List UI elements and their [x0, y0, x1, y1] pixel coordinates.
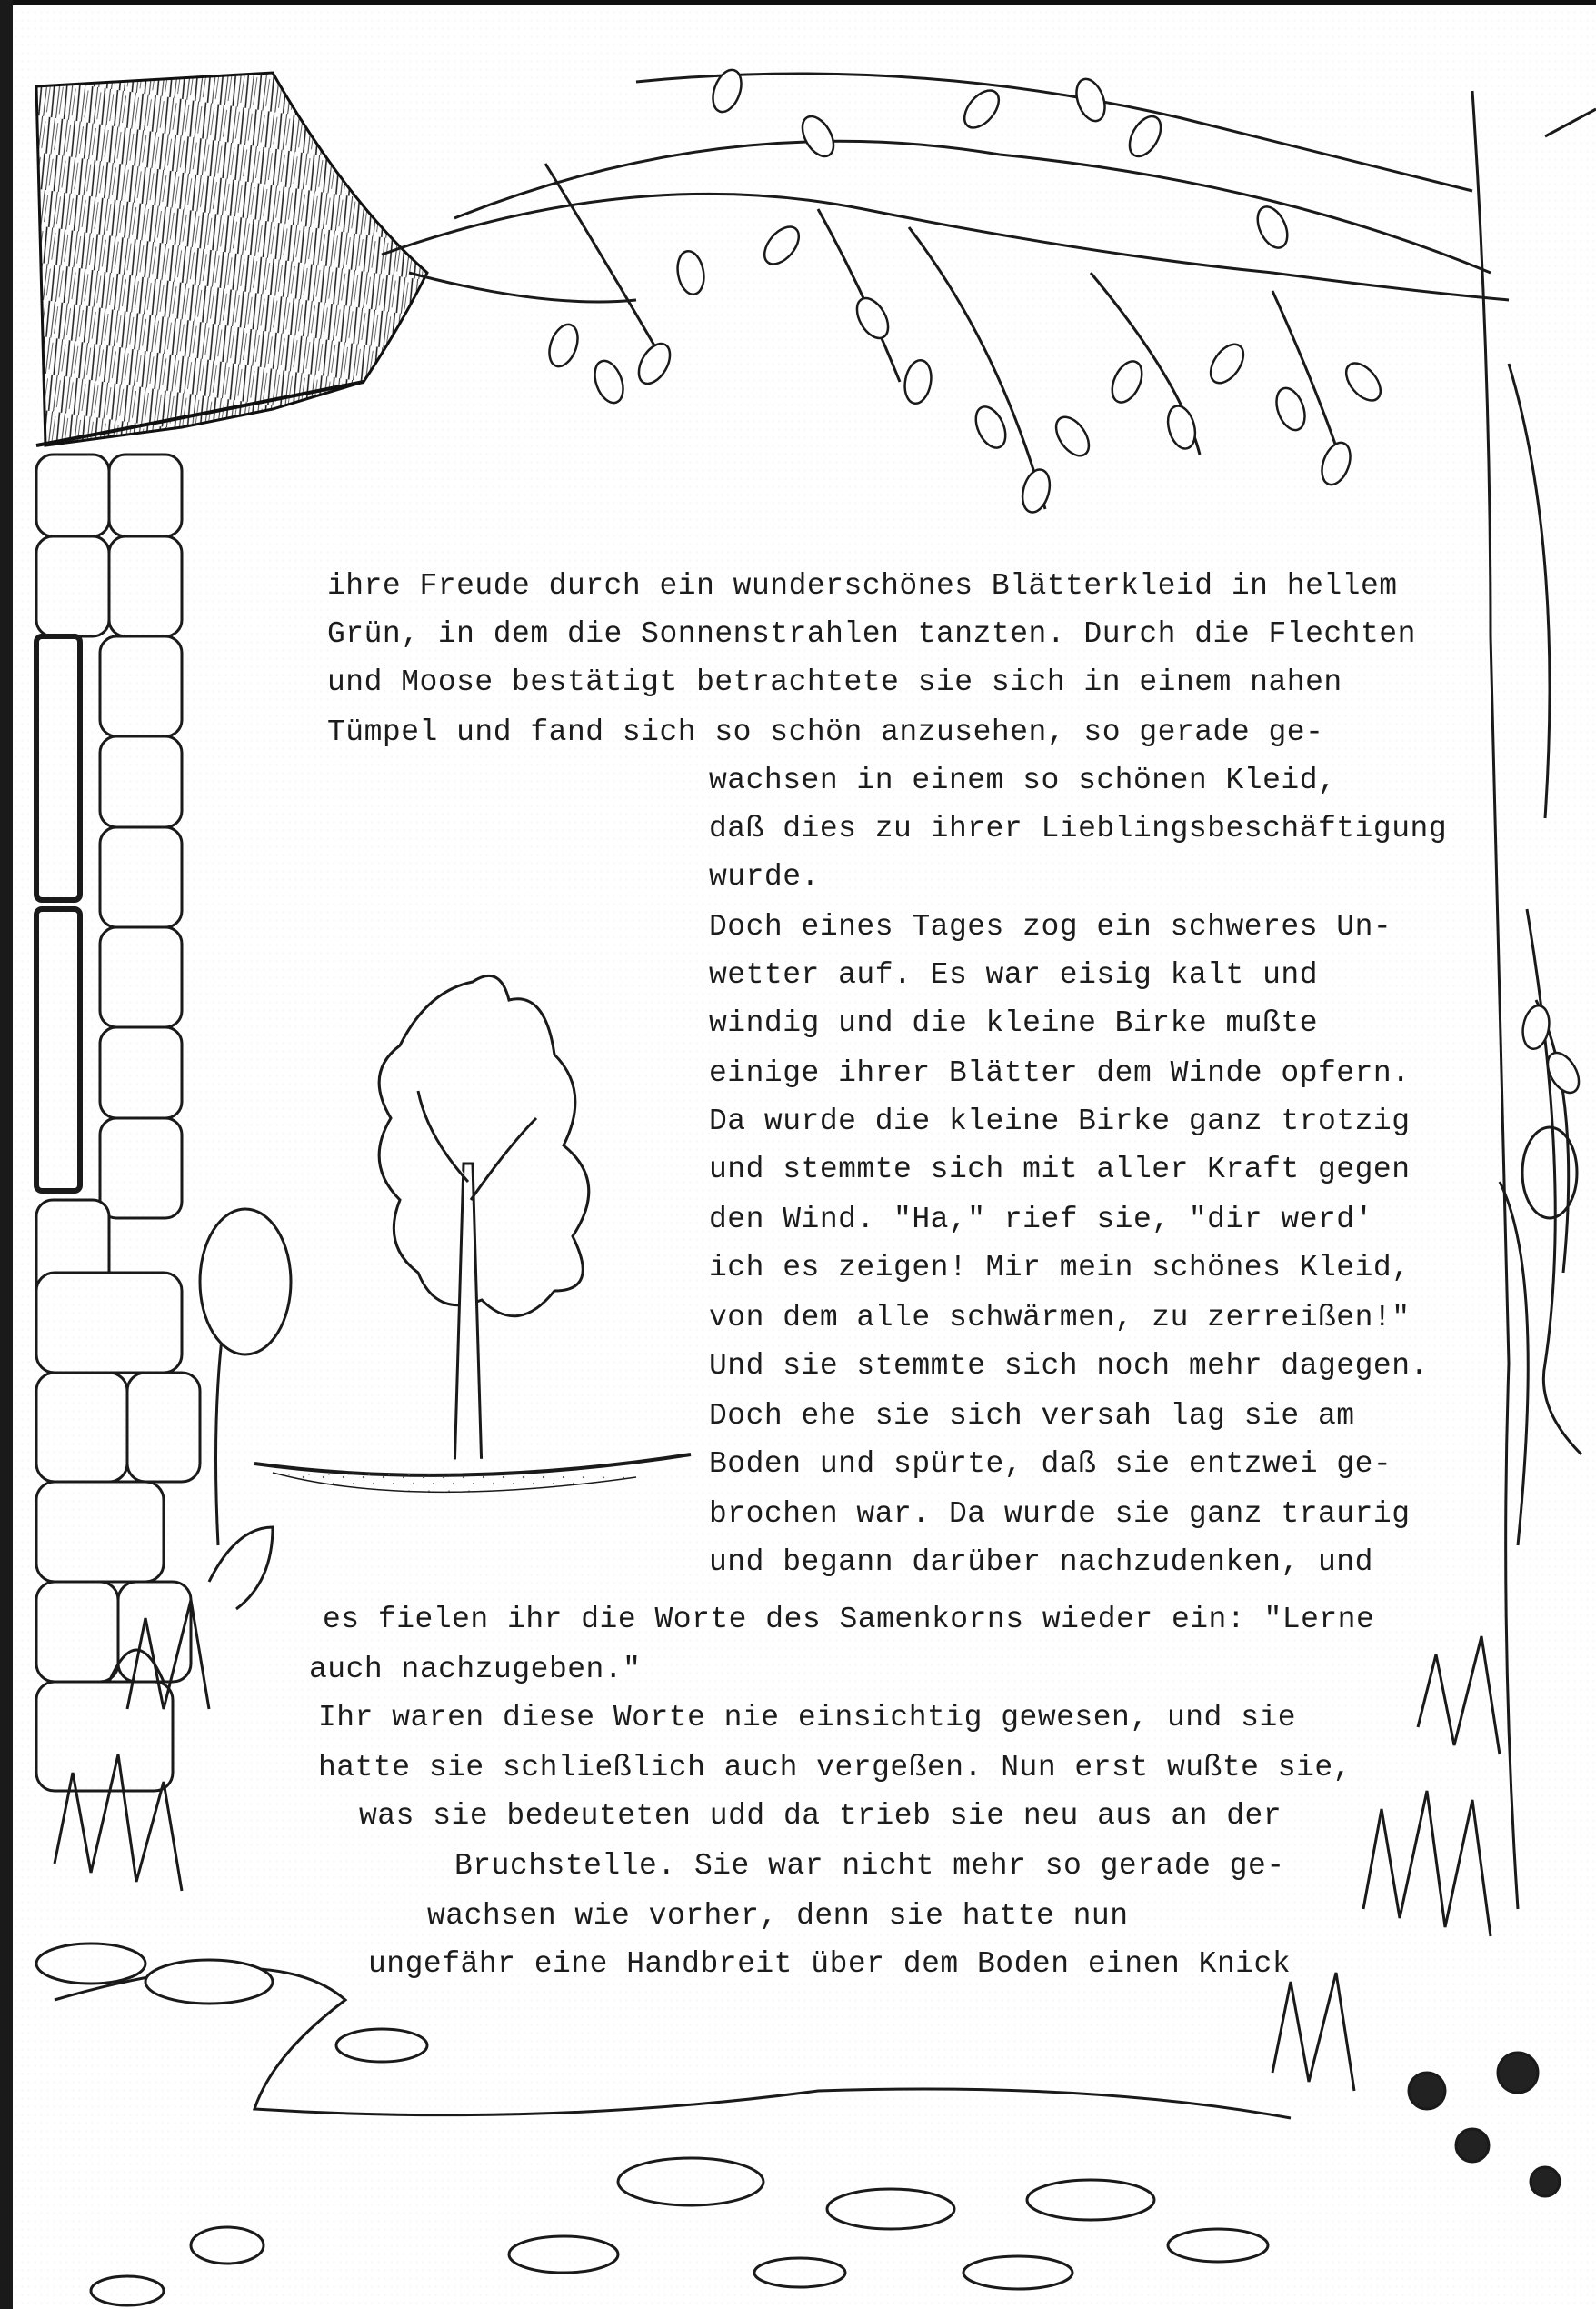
story-line-12: Da wurde die kleine Birke ganz trotzig: [709, 1105, 1411, 1138]
tree-trunk: [1472, 91, 1596, 1909]
story-line-27: Bruchstelle. Sie war nicht mehr so gerade ge-: [454, 1849, 1285, 1883]
story-line-20: brochen war. Da wurde sie ganz traurig: [709, 1497, 1411, 1531]
stepping-stone-path: [36, 1944, 1291, 2305]
story-line-9: wetter auf. Es war eisig kalt und: [709, 958, 1319, 992]
story-line-19: Boden und spürte, daß sie entzwei ge-: [709, 1447, 1392, 1481]
story-line-5: wachsen in einem so schönen Kleid,: [709, 764, 1337, 797]
stone-wall: [36, 455, 200, 1791]
story-line-11: einige ihrer Blätter dem Winde opfern.: [709, 1056, 1411, 1090]
story-line-21: und begann darüber nachzudenken, und: [709, 1545, 1373, 1579]
story-line-15: ich es zeigen! Mir mein schönes Kleid,: [709, 1251, 1411, 1284]
story-line-8: Doch eines Tages zog ein schweres Un-: [709, 910, 1392, 944]
story-line-23: auch nachzugeben.": [309, 1653, 642, 1686]
story-line-17: Und sie stemmte sich noch mehr dagegen.: [709, 1349, 1429, 1383]
story-line-3: und Moose bestätigt betrachtete sie sich in einem nahen: [327, 665, 1342, 699]
story-line-2: Grün, in dem die Sonnenstrahlen tanzten. Durch die Flechten: [327, 617, 1416, 651]
story-line-7: wurde.: [709, 860, 820, 894]
story-line-18: Doch ehe sie sich versah lag sie am: [709, 1399, 1355, 1433]
story-line-28: wachsen wie vorher, denn sie hatte nun: [427, 1899, 1129, 1933]
story-line-14: den Wind. "Ha," rief sie, "dir werd': [709, 1203, 1373, 1236]
story-line-16: von dem alle schwärmen, zu zerreißen!": [709, 1301, 1411, 1334]
story-line-26: was sie bedeuteten udd da trieb sie neu aus an der: [359, 1799, 1282, 1833]
story-line-22: es fielen ihr die Worte des Samenkorns wieder ein: "Lerne: [323, 1603, 1375, 1636]
story-line-29: ungefähr eine Handbreit über dem Boden einen Knick: [368, 1947, 1292, 1981]
story-line-10: windig und die kleine Birke mußte: [709, 1006, 1319, 1040]
story-line-13: und stemmte sich mit aller Kraft gegen: [709, 1153, 1411, 1186]
story-line-25: hatte sie schließlich auch vergeßen. Nun erst wußte sie,: [318, 1751, 1352, 1784]
thatched-roof: [36, 73, 427, 445]
story-line-4: Tümpel und fand sich so schön anzusehen, so gerade ge-: [327, 715, 1324, 749]
young-birch-tree: [254, 975, 691, 1492]
story-line-24: Ihr waren diese Worte nie einsichtig gewesen, und sie: [318, 1701, 1297, 1734]
story-line-6: daß dies zu ihrer Lieblingsbeschäftigung: [709, 812, 1448, 845]
story-line-1: ihre Freude durch ein wunderschönes Blätterkleid in hellem: [327, 569, 1398, 603]
